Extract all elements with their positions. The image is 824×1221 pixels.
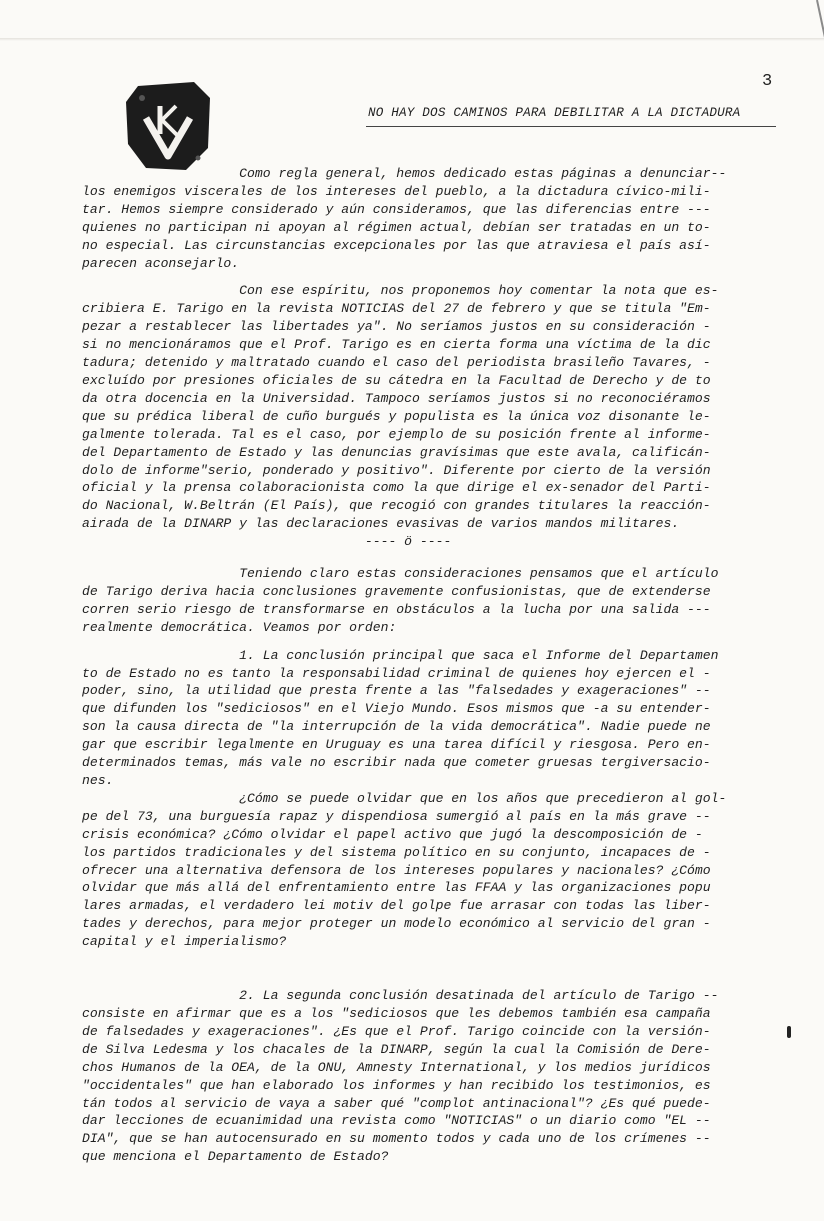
text-line: si no mencionáramos que el Prof. Tarigo es en cierta forma una víctima de la dic bbox=[82, 337, 711, 353]
resistance-logo-icon bbox=[124, 78, 212, 174]
text-line: pezar a restablecer las libertades ya". No seríamos justos en su consideración - bbox=[82, 319, 711, 335]
text-line: to de Estado no es tanto la responsabilidad criminal de quienes hoy ejercen el - bbox=[82, 665, 711, 681]
text-line: excluído por presiones oficiales de su cátedra en la Facultad de Derecho y de to bbox=[82, 372, 711, 388]
paragraph-point-1 bbox=[82, 647, 772, 951]
text-line: DIA", que se han autocensurado en su momento todos y cada uno de los crímenes -- bbox=[82, 1131, 711, 1147]
text-line: corren serio riesgo de transformarse en obstáculos a la lucha por una salida --- bbox=[82, 601, 711, 617]
text-line: dolo de informe"serio, ponderado y positivo". Diferente por cierto de la versión bbox=[82, 462, 711, 478]
text-line: de Silva Ledesma y los chacales de la DINARP, según la cual la Comisión de Dere- bbox=[82, 1041, 711, 1057]
text-line: tán todos al servicio de vaya a saber qué "complot antinacional"? ¿Es qué puede- bbox=[82, 1095, 711, 1111]
text-line: ¿Cómo se puede olvidar que en los años que precedieron al gol- bbox=[82, 790, 727, 806]
section-divider: ---- ö ---- bbox=[82, 534, 452, 550]
text-line: que su prédica liberal de cuño burgués y populista es la única voz disonante le- bbox=[82, 408, 711, 424]
text-line: tades y derechos, para mejor proteger un modelo económico al servicio del gran - bbox=[82, 916, 711, 932]
text-line: crisis económica? ¿Cómo olvidar el papel activo que jugó la descomposición de - bbox=[82, 826, 703, 842]
text-line: de Tarigo deriva hacia conclusiones gravemente confusionistas, que de extenderse bbox=[82, 583, 711, 599]
text-line: capital y el imperialismo? bbox=[82, 934, 287, 950]
text-line: realmente democrática. Veamos por orden: bbox=[82, 619, 397, 635]
paragraph-point-2 bbox=[82, 987, 772, 1166]
text-line: nes. bbox=[82, 773, 114, 788]
text-line: quienes no participan ni apoyan al régimen actual, debían ser tratadas en un to- bbox=[82, 219, 711, 235]
text-line: da otra docencia en la Universidad. Tampoco seríamos justos si no reconociéramos bbox=[82, 390, 711, 406]
text-line: olvidar que más allá del enfrentamiento entre las FFAA y las organizaciones popu bbox=[82, 880, 711, 896]
text-line: do Nacional, W.Beltrán (El País), que recogió con grandes titulares la reacción- bbox=[82, 498, 711, 514]
page-number: 3 bbox=[762, 72, 773, 91]
text-line: de falsedades y exageraciones". ¿Es que el Prof. Tarigo coincide con la versión- bbox=[82, 1023, 711, 1039]
text-line: tar. Hemos siempre considerado y aún consideramos, que las diferencias entre --- bbox=[82, 201, 711, 217]
text-line: consiste en afirmar que es a los "sediciosos que les debemos también esa campaña bbox=[82, 1005, 711, 1021]
page-header-title: NO HAY DOS CAMINOS PARA DEBILITAR A LA DICTADURA bbox=[368, 106, 741, 120]
text-line: determinados temas, más vale no escribir nada que cometer gruesas tergiversacio- bbox=[82, 755, 711, 771]
text-line: ofrecer una alternativa defensora de los intereses populares y nacionales? ¿Cómo bbox=[82, 862, 711, 878]
text-line: parecen aconsejarlo. bbox=[82, 255, 240, 271]
text-line: Con ese espíritu, nos proponemos hoy comentar la nota que es- bbox=[82, 283, 719, 299]
text-line: galmente tolerada. Tal es el caso, por ejemplo de su posición frente al informe- bbox=[82, 426, 711, 442]
text-line: no especial. Las circunstancias excepcionales por las que atraviesa el país así- bbox=[82, 237, 711, 253]
text-line: airada de la DINARP y las declaraciones evasivas de varios mandos militares. bbox=[82, 516, 680, 532]
text-line: Como regla general, hemos dedicado estas páginas a denunciar-- bbox=[82, 166, 727, 181]
text-line: los partidos tradicionales y del sistema político en su conjunto, incapaces de - bbox=[82, 844, 711, 860]
paragraph-tarigo-note bbox=[82, 282, 772, 551]
text-line: cribiera E. Tarigo en la revista NOTICIAS del 27 de febrero y que se titula "Em- bbox=[82, 301, 711, 317]
text-line: del Departamento de Estado y las denuncias gravísimas que este avala, calificán- bbox=[82, 444, 711, 460]
article-body bbox=[82, 165, 772, 1166]
margin-mark bbox=[787, 1026, 791, 1038]
text-line: que menciona el Departamento de Estado? bbox=[82, 1149, 389, 1165]
text-line: poder, sino, la utilidad que presta frente a las "falsedades y exageraciones" -- bbox=[82, 683, 711, 699]
text-line: "occidentales" que han elaborado los informes y han recibido los testimonios, es bbox=[82, 1077, 711, 1093]
text-line: los enemigos viscerales de los intereses del pueblo, a la dictadura cívico-mili- bbox=[82, 183, 711, 199]
header-rule bbox=[366, 126, 776, 127]
text-line: gar que escribir legalmente en Uruguay es una tarea difícil y riesgosa. Pero en- bbox=[82, 737, 711, 753]
text-line: Teniendo claro estas consideraciones pensamos que el artículo bbox=[82, 566, 719, 582]
text-line: lares armadas, el verdadero lei motiv del golpe fue arrasar con todas las liber- bbox=[82, 898, 711, 914]
text-line: que difunden los "sediciosos" en el Viejo Mundo. Esos mismos que -a su entender- bbox=[82, 701, 711, 717]
paragraph-considerations bbox=[82, 565, 772, 637]
text-line: dar lecciones de ecuanimidad una revista como "NOTICIAS" o un diario como "EL -- bbox=[82, 1113, 711, 1129]
page-corner-mark bbox=[816, 0, 824, 69]
paragraph-intro bbox=[82, 165, 772, 272]
text-line: son la causa directa de "la interrupción de la vida democrática". Nadie puede ne bbox=[82, 719, 711, 735]
page-top-edge bbox=[0, 38, 824, 41]
text-line: tadura; detenido y maltratado cuando el caso del periodista brasileño Tavares, - bbox=[82, 355, 711, 371]
text-line: pe del 73, una burguesía rapaz y dispendiosa sumergió al país en la más grave -- bbox=[82, 808, 711, 824]
text-line: 1. La conclusión principal que saca el Informe del Departamen bbox=[82, 647, 719, 663]
text-line: chos Humanos de la OEA, de la ONU, Amnesty International, y los medios jurídicos bbox=[82, 1059, 711, 1075]
text-line: oficial y la prensa colaboracionista como la que dirige el ex-senador del Parti- bbox=[82, 480, 711, 496]
text-line: 2. La segunda conclusión desatinada del artículo de Tarigo -- bbox=[82, 988, 719, 1004]
